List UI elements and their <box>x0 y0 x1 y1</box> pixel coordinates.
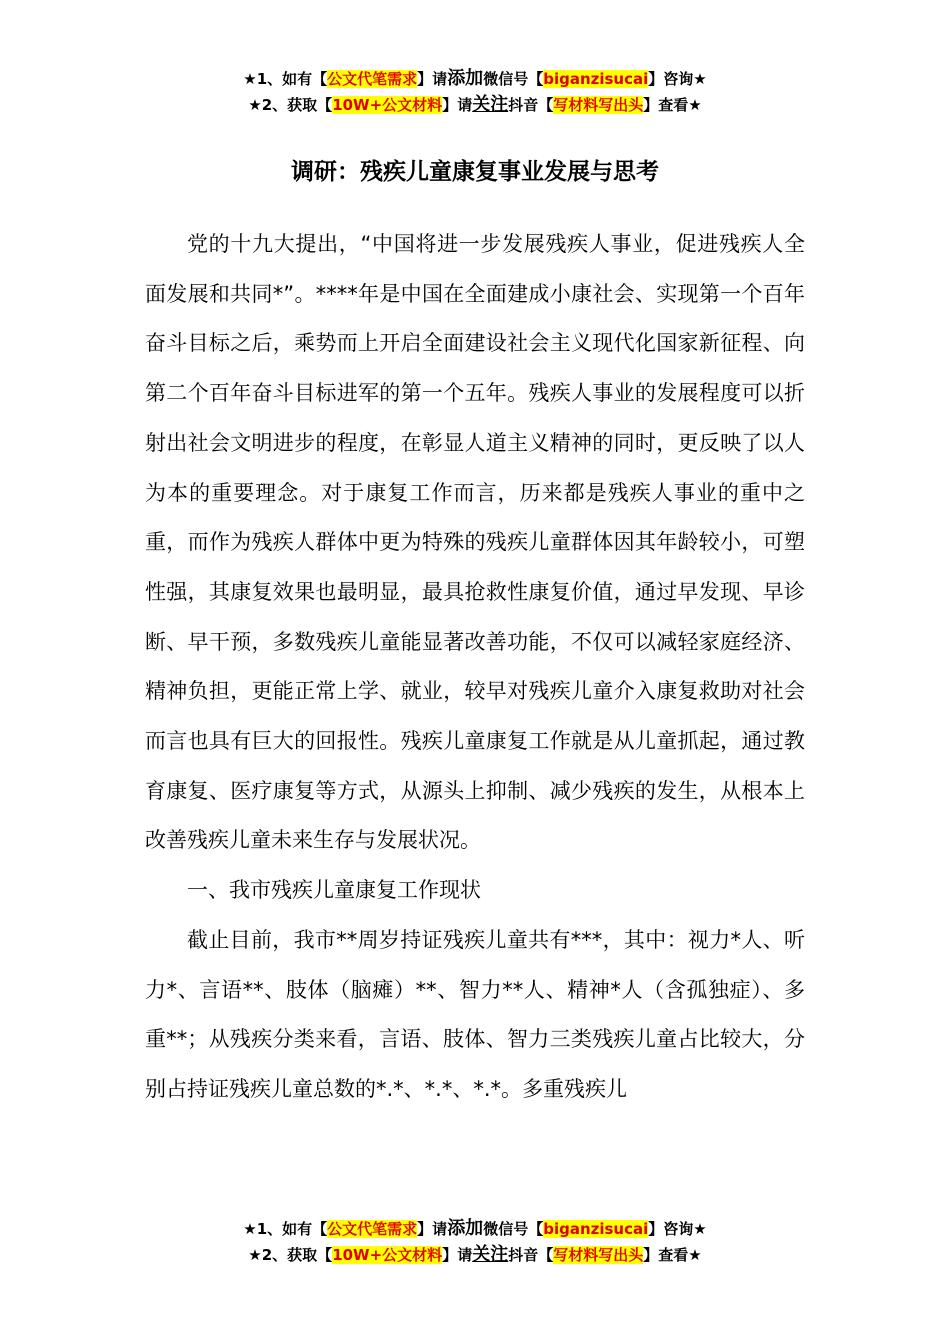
banner-line-2 <box>0 1242 950 1268</box>
banner-highlight: 写材料写出头 <box>553 96 644 114</box>
banner-text: ★2、获取【 <box>248 1246 333 1264</box>
banner-text: 】请 <box>442 96 473 114</box>
banner-text: 】请 <box>417 70 448 88</box>
banner-emphasis: 关注 <box>472 1244 509 1265</box>
banner-text: 】查看★ <box>643 1246 702 1264</box>
banner-text: 】请 <box>442 1246 473 1264</box>
banner-emphasis: 添加 <box>447 68 484 89</box>
banner-text: 微信号【 <box>483 1220 544 1238</box>
banner-text: 】请 <box>417 1220 448 1238</box>
banner-highlight: 10W+公文材料 <box>332 1246 443 1264</box>
banner-text: ★1、如有【 <box>243 1220 328 1238</box>
banner-text: 微信号【 <box>483 70 544 88</box>
banner-text: ★2、获取【 <box>248 96 333 114</box>
banner-highlight: biganzisucai <box>543 1220 649 1238</box>
banner-text: 】查看★ <box>643 96 702 114</box>
paragraph-status: 截止目前，我市**周岁持证残疾儿童共有***，其中：视力*人、听力*、言语**、肢体（脑瘫）**、智力**人、精神*人（含孤独症）、多重**；从残疾分类来看，言语、肢体、智力三类残疾儿童占比较大，分别占持证残疾儿童总数的*.*、*.*、*.*。多重残疾儿 <box>145 927 805 1101</box>
banner-text: 抖音【 <box>508 1246 554 1264</box>
document-title: 调研：残疾儿童康复事业发展与思考 <box>291 159 659 185</box>
banner-highlight: 写材料写出头 <box>553 1246 644 1264</box>
banner-line-1 <box>0 66 950 92</box>
banner-text: 】咨询★ <box>648 1220 707 1238</box>
banner-text: 抖音【 <box>508 96 554 114</box>
banner-text: ★1、如有【 <box>243 70 328 88</box>
banner-highlight: 公文代笔需求 <box>327 1220 418 1238</box>
document-body <box>145 220 805 1115</box>
banner-emphasis: 添加 <box>447 1218 484 1239</box>
banner-text: 】咨询★ <box>648 70 707 88</box>
banner-highlight: biganzisucai <box>543 70 649 88</box>
banner-highlight: 10W+公文材料 <box>332 96 443 114</box>
section-heading: 一、我市残疾儿童康复工作现状 <box>187 878 481 903</box>
banner-line-1 <box>0 1216 950 1242</box>
header-banner <box>0 66 950 118</box>
banner-line-2 <box>0 92 950 118</box>
banner-highlight: 公文代笔需求 <box>327 70 418 88</box>
footer-banner <box>0 1216 950 1268</box>
paragraph-intro: 党的十九大提出，“中国将进一步发展残疾人事业，促进残疾人全面发展和共同*”。****年是中国在全面建成小康社会、实现第一个百年奋斗目标之后，乘势而上开启全面建设社会主义现代化国家新征程、向第二个百年奋斗目标进军的第一个五年。残疾人事业的发展程度可以折射出社会文明进步的程度，在彰显人道主义精神的同时，更反映了以人为本的重要理念。对于康复工作而言，历来都是残疾人事业的重中之重，而作为残疾人群体中更为特殊的残疾儿童群体因其年龄较小，可塑性强，其康复效果也最明显，最具抢救性康复价值，通过早发现、早诊断、早干预，多数残疾儿童能显著改善功能，不仅可以减轻家庭经济、精神负担，更能正常上学、就业，较早对残疾儿童介入康复救助对社会而言也具有巨大的回报性。残疾儿童康复工作就是从儿童抓起，通过教育康复、医疗康复等方式，从源头上抑制、减少残疾的发生，从根本上改善残疾儿童未来生存与发展状况。 <box>145 232 805 853</box>
banner-emphasis: 关注 <box>472 94 509 115</box>
